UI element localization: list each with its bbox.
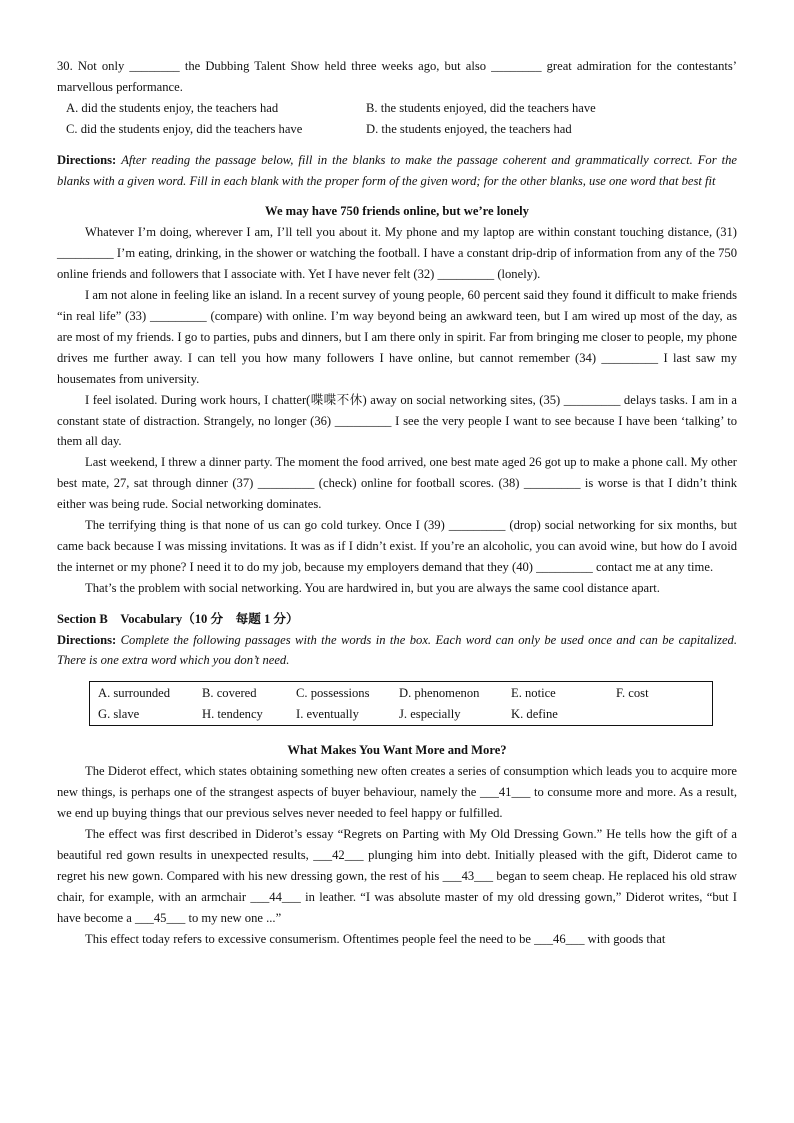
- word-option: J. especially: [399, 706, 461, 721]
- passage-1-paragraph: I am not alone in feeling like an island. In a recent survey of young people, 60 percent said they found it difficult to make friends “in real life” (33) _________ (compare) with online. I’m way beyond being an awkward teen, but I am wired up most of the day, as are most of my friends. I go to parties, pubs and dinners, but I am there only in spirit. Far from bringing me closer to people, my phone drives me further away. I can tell you how many followers I have online, but cannot remember (34) _________ I last saw my housemates from university.: [57, 288, 737, 386]
- word-box: [89, 681, 713, 726]
- word-option: C. possessions: [296, 686, 370, 701]
- word-option: F. cost: [616, 686, 649, 701]
- passage-2-paragraph: This effect today refers to excessive consumerism. Oftentimes people feel the need to be ___46___ with goods that: [85, 931, 666, 946]
- directions-grammar: [57, 150, 737, 192]
- word-option: K. define: [511, 706, 558, 721]
- word-option: A. surrounded: [98, 686, 171, 701]
- passage-1-title: We may have 750 friends online, but we’re lonely: [265, 204, 529, 219]
- option-b: B. the students enjoyed, did the teachers have: [366, 100, 596, 115]
- passage-1-paragraph: Last weekend, I threw a dinner party. The moment the food arrived, one best mate aged 26 got up to make a phone call. My other best mate, 27, sat through dinner (37) _________ (check) online for football scores. (38) _________ is worse is that I didn’t think either was being rude. Social networking dominates.: [57, 455, 737, 512]
- option-a: A. did the students enjoy, the teachers had: [66, 100, 279, 115]
- option-d: D. the students enjoyed, the teachers had: [366, 121, 572, 136]
- passage-2-title: What Makes You Want More and More?: [287, 743, 507, 758]
- directions-text: After reading the passage below, fill in the blanks to make the passage coherent and grammatically correct. For the blanks with a given word. Fill in each blank with the proper form of the given word; for the other blanks, use one word that best fit: [57, 152, 737, 188]
- directions-text: Complete the following passages with the words in the box. Each word can only be used once and can be capitalized. There is one extra word which you don’t need.: [57, 632, 737, 668]
- word-option: D. phenomenon: [399, 686, 480, 701]
- question-30-options: [66, 98, 737, 140]
- word-option: I. eventually: [296, 706, 359, 721]
- word-option: B. covered: [202, 686, 257, 701]
- passage-2-paragraph: The effect was first described in Diderot’s essay “Regrets on Parting with My Old Dressing Gown.” He tells how the gift of a beautiful red gown results in unexpected results, ___42___ plunging him into debt. Initially pleased with the gift, Diderot came to regret his new gown. Compared with his new dressing gown, the rest of his ___43___ began to seem cheap. He replaced his old straw chair, for example, with an armchair ___44___ in leather. “I was absolute master of my old dressing gown,” Diderot writes, “but I have become a ___45___ to my new one ...”: [57, 827, 737, 925]
- passage-1-paragraph: The terrifying thing is that none of us can go cold turkey. Once I (39) _________ (drop) social networking for six months, but came back because I was missing invitations. It was as if I didn’t exist. If you’re an alcoholic, you can avoid wine, but how do I avoid the internet or my phone? I need it to do my job, because my employers demand that they (40) _________ contact me at any time.: [57, 518, 737, 574]
- word-option: E. notice: [511, 686, 556, 701]
- question-30-stem: 30. Not only ________ the Dubbing Talent Show held three weeks ago, but also ________ great admiration for the contestants’ marvellous performance.: [57, 59, 737, 94]
- directions-vocabulary: [57, 630, 737, 672]
- passage-1-paragraph: Whatever I’m doing, wherever I am, I’ll tell you about it. My phone and my laptop are within constant touching distance, (31) _________ I’m eating, drinking, in the shower or watching the football. I have a constant drip-drip of information from any of the 750 online friends and followers that I associate with. Yet I have never felt (32) _________ (lonely).: [57, 225, 737, 282]
- passage-1-paragraph: That’s the problem with social networking. You are hardwired in, but you are always the same cool distance apart.: [85, 580, 660, 595]
- directions-label: Directions:: [57, 152, 117, 167]
- passage-1-paragraph: I feel isolated. During work hours, I chatter(喋喋不休) away on social networking sites, (35) _________ delays tasks. I am in a constant state of distraction. Strangely, no longer (36) _________ I see the very people I want to see because I have been ‘talking’ to them all day.: [57, 392, 737, 449]
- option-c: C. did the students enjoy, did the teachers have: [66, 121, 303, 136]
- directions-label: Directions:: [57, 632, 117, 647]
- word-option: H. tendency: [202, 706, 263, 721]
- word-option: G. slave: [98, 706, 140, 721]
- passage-2-paragraph: The Diderot effect, which states obtaining something new often creates a series of consumption which leads you to acquire more new things, is perhaps one of the strangest aspects of buyer behaviour, namely the ___41___ to consume more and more. As a result, we end up buying things that our previous selves never needed to feel happy or fulfilled.: [57, 764, 737, 821]
- document-page: [57, 56, 737, 949]
- section-b-heading: Section B Vocabulary（10 分 每题 1 分）: [57, 611, 299, 626]
